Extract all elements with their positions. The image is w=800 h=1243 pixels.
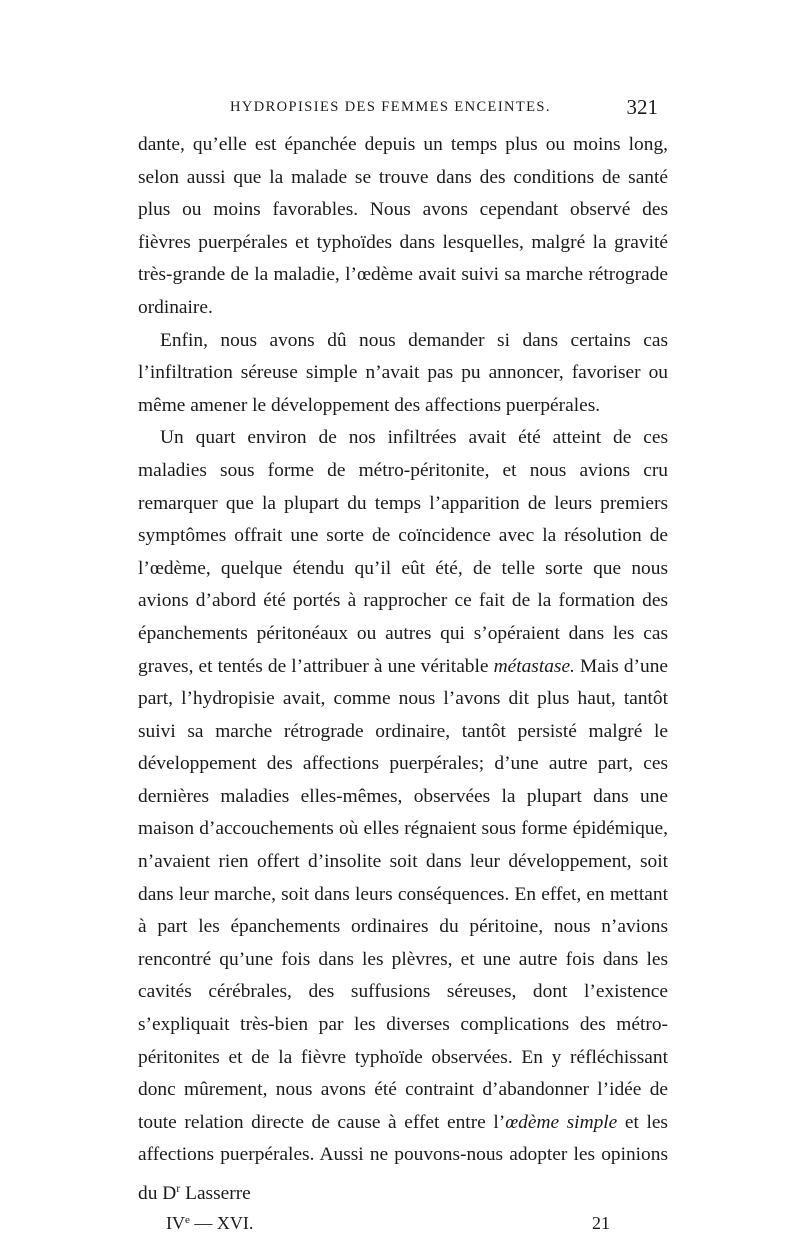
- paragraph: [138, 129, 668, 325]
- signature-mark: [166, 1213, 253, 1234]
- running-title: HYDROPISIES DES FEMMES ENCEINTES.: [230, 99, 551, 115]
- paragraph: [138, 325, 668, 423]
- running-head: [138, 95, 668, 129]
- signature-main: IV: [166, 1212, 185, 1233]
- italic-text: métastase.: [493, 655, 575, 677]
- text-segment: Mais d’une part, l’hydropisie avait, comme nous l’avons dit plus haut, tantôt suivi sa marche rétrograde ordinaire, tantôt persisté malgré le développement des affections puerpérales; d’une autre part, ces dernières maladies elles-mêmes, observées la plupart dans une maison d’accouchements où elles régnaient sous forme épidémique, n’avaient rien offert d’insolite soit dans leur développement, soit dans leur marche, soit dans leurs conséquences. En effet, en mettant à part les épanchements ordinaires du péritoine, nous n’avions rencontré qu’une fois dans les plèvres, et une autre fois dans les cavités cérébrales, des suffusions séreuses, dont l’existence s’expliquait très-bien par les diverses complications des métro-péritonites et de la fièvre typhoïde observées. En y réfléchissant donc mûrement, nous avons été contraint d’abandonner l’idée de toute relation directe de cause à effet entre l’: [138, 655, 668, 1133]
- superscript-text: r: [176, 1181, 181, 1195]
- text-segment: dante, qu’elle est épanchée depuis un temps plus ou moins long, selon aussi que la malade se trouve dans des conditions de santé plus ou moins favorables. Nous avons cependant observé des fièvres puerpérales et typhoïdes dans lesquelles, malgré la gravité très-grande de la maladie, l’œdème avait suivi sa marche rétrograde ordinaire.: [138, 134, 668, 318]
- signature-superscript: e: [185, 1213, 190, 1226]
- book-page: [138, 95, 668, 1243]
- text-segment: et les affections puerpérales. Aussi ne pouvons-nous adopter les opinions du D: [138, 1111, 668, 1204]
- text-segment: Enfin, nous avons dû nous demander si dans certains cas l’infiltration séreuse simple n’avait pas pu annoncer, favoriser ou même amener le développement des affections puerpérales.: [138, 329, 668, 416]
- text-segment: Lasserre: [180, 1183, 251, 1204]
- sheet-number: 21: [592, 1212, 610, 1233]
- paragraph: [138, 422, 668, 1210]
- body-text: [138, 129, 668, 1211]
- page-number: 321: [626, 95, 658, 119]
- signature-rest: — XVI.: [189, 1212, 254, 1233]
- page-footer: [138, 1213, 668, 1243]
- italic-text: œdème simple: [505, 1111, 618, 1133]
- text-segment: Un quart environ de nos infiltrées avait été atteint de ces maladies sous forme de métro-péritonite, et nous avions cru remarquer que la plupart du temps l’apparition de leurs premiers symptômes offrait une sorte de coïncidence avec la résolution de l’œdème, quelque étendu qu’il eût été, de telle sorte que nous avions d’abord été portés à rapprocher ce fait de la formation des épanchements péritonéaux ou autres qui s’opéraient dans les cas graves, et tentés de l’attribuer à une véritable: [138, 427, 668, 677]
